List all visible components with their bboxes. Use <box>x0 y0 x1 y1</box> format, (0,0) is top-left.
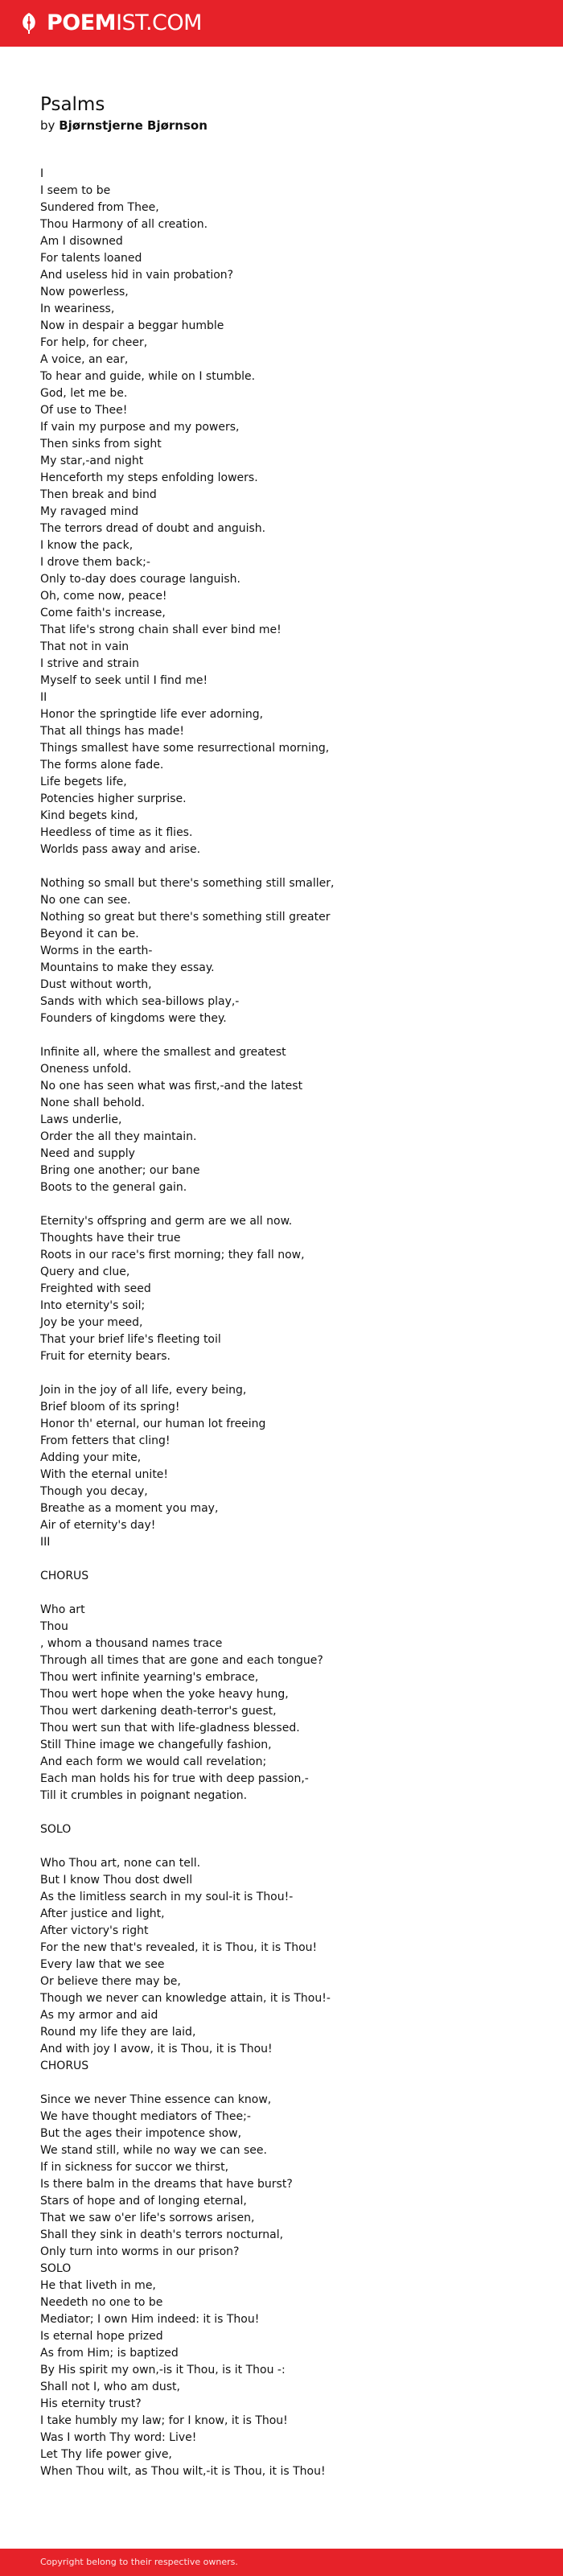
poem-line: Join in the joy of all life, every being, <box>40 1384 247 1397</box>
poem-line: We stand still, while no way we can see. <box>40 2144 267 2157</box>
poem-line: Every law that we see <box>40 1958 165 1971</box>
poem-line: And with joy I avow, it is Thou, it is Thou! <box>40 2043 273 2055</box>
poem-line: Oh, come now, peace! <box>40 590 167 603</box>
poem-line: Or believe there may be, <box>40 1975 181 1988</box>
poem-line: Boots to the general gain. <box>40 1181 187 1194</box>
poem-line: I drove them back;- <box>40 556 150 569</box>
poem-line: Till it crumbles in poignant negation. <box>40 1789 248 1802</box>
poem-line: Sundered from Thee, <box>40 201 159 214</box>
poem-line: That life's strong chain shall ever bind me! <box>40 623 282 636</box>
quill-pen-icon <box>19 12 39 35</box>
poem-line: Thou wert infinite yearning's embrace, <box>40 1671 259 1684</box>
poem-line: With the eternal unite! <box>40 1468 169 1481</box>
stanza-break <box>40 1804 531 1821</box>
poem-line: Fruit for eternity bears. <box>40 1350 171 1363</box>
poem-line: Of use to Thee! <box>40 404 128 417</box>
poem-line: After justice and light, <box>40 1907 165 1920</box>
poem-line: After victory's right <box>40 1924 149 1937</box>
poem-line: And each form we would call revelation; <box>40 1755 267 1768</box>
poem-line: Through all times that are gone and each tongue? <box>40 1654 323 1667</box>
poem-line: Brief bloom of its spring! <box>40 1401 180 1414</box>
poem-line: Stars of hope and of longing eternal, <box>40 2195 247 2208</box>
poem-line: Mediator; I own Him indeed: it is Thou! <box>40 2313 260 2326</box>
poem-line: Into eternity's soil; <box>40 1299 146 1312</box>
poem-line: For help, for cheer, <box>40 336 148 349</box>
stanza-break <box>40 858 531 875</box>
poem-article <box>40 93 531 2480</box>
poem-line: Needeth no one to be <box>40 2296 163 2309</box>
poem-line: Freighted with seed <box>40 1282 151 1295</box>
poem-line: Thou wert darkening death-terror's guest, <box>40 1705 277 1718</box>
poem-line: The forms alone fade. <box>40 759 164 772</box>
poem-line: SOLO <box>40 1823 72 1836</box>
poem-line: Eternity's offspring and germ are we all now. <box>40 1215 293 1228</box>
poem-line: As the limitless search in my soul-it is Thou!- <box>40 1891 294 1903</box>
poem-line: Who Thou art, none can tell. <box>40 1857 201 1870</box>
poem-line: Am I disowned <box>40 235 123 248</box>
poem-line: The terrors dread of doubt and anguish. <box>40 522 266 535</box>
poem-line: If vain my purpose and my powers, <box>40 421 240 434</box>
poem-line: Air of eternity's day! <box>40 1519 156 1532</box>
site-logo[interactable] <box>19 11 202 35</box>
poem-line: Potencies higher surprise. <box>40 792 187 805</box>
poem-line: Each man holds his for true with deep passion,- <box>40 1772 309 1785</box>
stanza-break <box>40 1551 531 1568</box>
copyright-notice: Copyright belong to their respective owners. <box>40 2557 238 2567</box>
poem-line: No one can see. <box>40 894 131 907</box>
poem-line: Now powerless, <box>40 286 129 298</box>
poem-line: Thoughts have their true <box>40 1232 181 1245</box>
poem-line: Was I worth Thy word: Live! <box>40 2431 197 2444</box>
stanza-break <box>40 2075 531 2092</box>
poem-line: My star,-and night <box>40 455 144 467</box>
poem-line: I strive and strain <box>40 657 140 670</box>
poem-line: I <box>40 167 44 180</box>
poem-body <box>40 166 531 2480</box>
site-footer <box>0 2549 563 2576</box>
brand-name-bold: POEM <box>47 10 117 35</box>
poem-line: Breathe as a moment you may, <box>40 1502 219 1515</box>
poem-line: He that liveth in me, <box>40 2279 156 2292</box>
poem-line: But the ages their impotence show, <box>40 2127 242 2140</box>
poem-line: Oneness unfold. <box>40 1063 132 1076</box>
poem-line: By His spirit my own,-is it Thou, is it Thou -: <box>40 2364 286 2376</box>
poem-line: Thou wert sun that with life-gladness blessed. <box>40 1722 300 1734</box>
poem-line: Let Thy life power give, <box>40 2448 172 2461</box>
poem-line: From fetters that cling! <box>40 1434 171 1447</box>
poem-line: Order the all they maintain. <box>40 1130 197 1143</box>
poem-line: My ravaged mind <box>40 505 139 518</box>
poem-line: Honor the springtide life ever adorning, <box>40 708 264 721</box>
poem-line: Life begets life, <box>40 776 127 788</box>
poem-line: Who art <box>40 1603 85 1616</box>
stanza-break <box>40 1365 531 1382</box>
stanza-break <box>40 1838 531 1855</box>
poem-line: Kind begets kind, <box>40 809 138 822</box>
poem-line: For talents loaned <box>40 252 142 265</box>
poem-line: Bring one another; our bane <box>40 1164 200 1177</box>
poem-line: Only to-day does courage languish. <box>40 573 240 586</box>
poem-line: Then break and bind <box>40 488 157 501</box>
poem-line: Roots in our race's first morning; they fall now, <box>40 1249 305 1261</box>
poem-line: Thou Harmony of all creation. <box>40 218 208 231</box>
poem-line: Is there balm in the dreams that have burst? <box>40 2178 293 2191</box>
poem-line: Shall not I, who am dust, <box>40 2381 180 2393</box>
poem-line: If in sickness for succor we thirst, <box>40 2161 229 2174</box>
poem-line: CHORUS <box>40 2060 89 2072</box>
poem-line: Founders of kingdoms were they. <box>40 1012 227 1025</box>
poem-line: That your brief life's fleeting toil <box>40 1333 221 1346</box>
poem-line: That not in vain <box>40 640 129 653</box>
poem-line: CHORUS <box>40 1570 89 1582</box>
poem-line: We have thought mediators of Thee;- <box>40 2110 251 2123</box>
poem-line: Honor th' eternal, our human lot freeing <box>40 1418 266 1430</box>
poem-line: For the new that's revealed, it is Thou, it is Thou! <box>40 1941 318 1954</box>
poem-line: Shall they sink in death's terrors nocturnal, <box>40 2228 284 2241</box>
poem-line: Worlds pass away and arise. <box>40 843 201 856</box>
poem-line: Joy be your meed, <box>40 1316 143 1329</box>
poem-author[interactable]: Bjørnstjerne Bjørnson <box>59 118 208 133</box>
poem-line: Query and clue, <box>40 1265 130 1278</box>
poem-line: Heedless of time as it flies. <box>40 826 193 839</box>
poem-line: SOLO <box>40 2262 72 2275</box>
poem-line: III <box>40 1536 51 1549</box>
by-label: by <box>40 118 55 133</box>
poem-line: His eternity trust? <box>40 2397 142 2410</box>
poem-line: Round my life they are laid, <box>40 2026 196 2039</box>
poem-line: Though you decay, <box>40 1485 148 1498</box>
stanza-break <box>40 1196 531 1213</box>
poem-line: I know the pack, <box>40 539 134 552</box>
poem-line: Infinite all, where the smallest and greatest <box>40 1046 286 1059</box>
poem-line: None shall behold. <box>40 1097 146 1109</box>
poem-line: Nothing so great but there's something still greater <box>40 911 331 924</box>
poem-line: Sands with which sea-billows play,- <box>40 995 240 1008</box>
poem-line: As my armor and aid <box>40 2009 158 2022</box>
poem-line: And useless hid in vain probation? <box>40 269 234 282</box>
poem-line: That all things has made! <box>40 725 185 738</box>
poem-line: In weariness, <box>40 302 115 315</box>
stanza-break <box>40 1585 531 1602</box>
poem-line: No one has seen what was first,-and the latest <box>40 1080 303 1093</box>
poem-line: Nothing so small but there's something still smaller, <box>40 877 335 890</box>
poem-line: Since we never Thine essence can know, <box>40 2093 272 2106</box>
poem-line: Thou <box>40 1620 68 1633</box>
brand-name-light: IST.COM <box>116 10 202 35</box>
site-header <box>0 0 563 47</box>
poem-line: As from Him; is baptized <box>40 2347 179 2360</box>
poem-line: Need and supply <box>40 1147 135 1160</box>
poem-line: Then sinks from sight <box>40 438 162 451</box>
poem-line: God, let me be. <box>40 387 128 400</box>
brand-name <box>47 11 202 35</box>
poem-line: Though we never can knowledge attain, it is Thou!- <box>40 1992 331 2005</box>
poem-line: When Thou wilt, as Thou wilt,-it is Thou, it is Thou! <box>40 2465 326 2478</box>
poem-line: Henceforth my steps enfolding lowers. <box>40 471 258 484</box>
poem-line: Adding your mite, <box>40 1451 142 1464</box>
poem-line: Laws underlie, <box>40 1113 122 1126</box>
poem-line: I seem to be <box>40 184 111 197</box>
poem-line: Myself to seek until I find me! <box>40 674 208 687</box>
poem-line: But I know Thou dost dwell <box>40 1874 193 1887</box>
poem-line: Still Thine image we changefully fashion, <box>40 1739 272 1751</box>
poem-line: To hear and guide, while on I stumble. <box>40 370 256 383</box>
poem-line: A voice, an ear, <box>40 353 129 366</box>
poem-line: II <box>40 691 47 704</box>
poem-line: That we saw o'er life's sorrows arisen, <box>40 2212 255 2224</box>
poem-line: Dust without worth, <box>40 978 152 991</box>
poem-line: Only turn into worms in our prison? <box>40 2245 240 2258</box>
poem-line: Things smallest have some resurrectional morning, <box>40 742 330 755</box>
poem-line: I take humbly my law; for I know, it is Thou! <box>40 2414 288 2427</box>
poem-byline <box>40 117 531 134</box>
poem-line: Mountains to make they essay. <box>40 961 215 974</box>
poem-line: Thou wert hope when the yoke heavy hung, <box>40 1688 289 1701</box>
poem-line: Is eternal hope prized <box>40 2330 163 2343</box>
poem-title: Psalms <box>40 94 105 115</box>
poem-line: Worms in the earth- <box>40 944 153 957</box>
poem-line: Come faith's increase, <box>40 607 166 619</box>
poem-line: , whom a thousand names trace <box>40 1637 223 1650</box>
stanza-break <box>40 1027 531 1044</box>
poem-line: Beyond it can be. <box>40 928 139 940</box>
poem-line: Now in despair a beggar humble <box>40 319 224 332</box>
